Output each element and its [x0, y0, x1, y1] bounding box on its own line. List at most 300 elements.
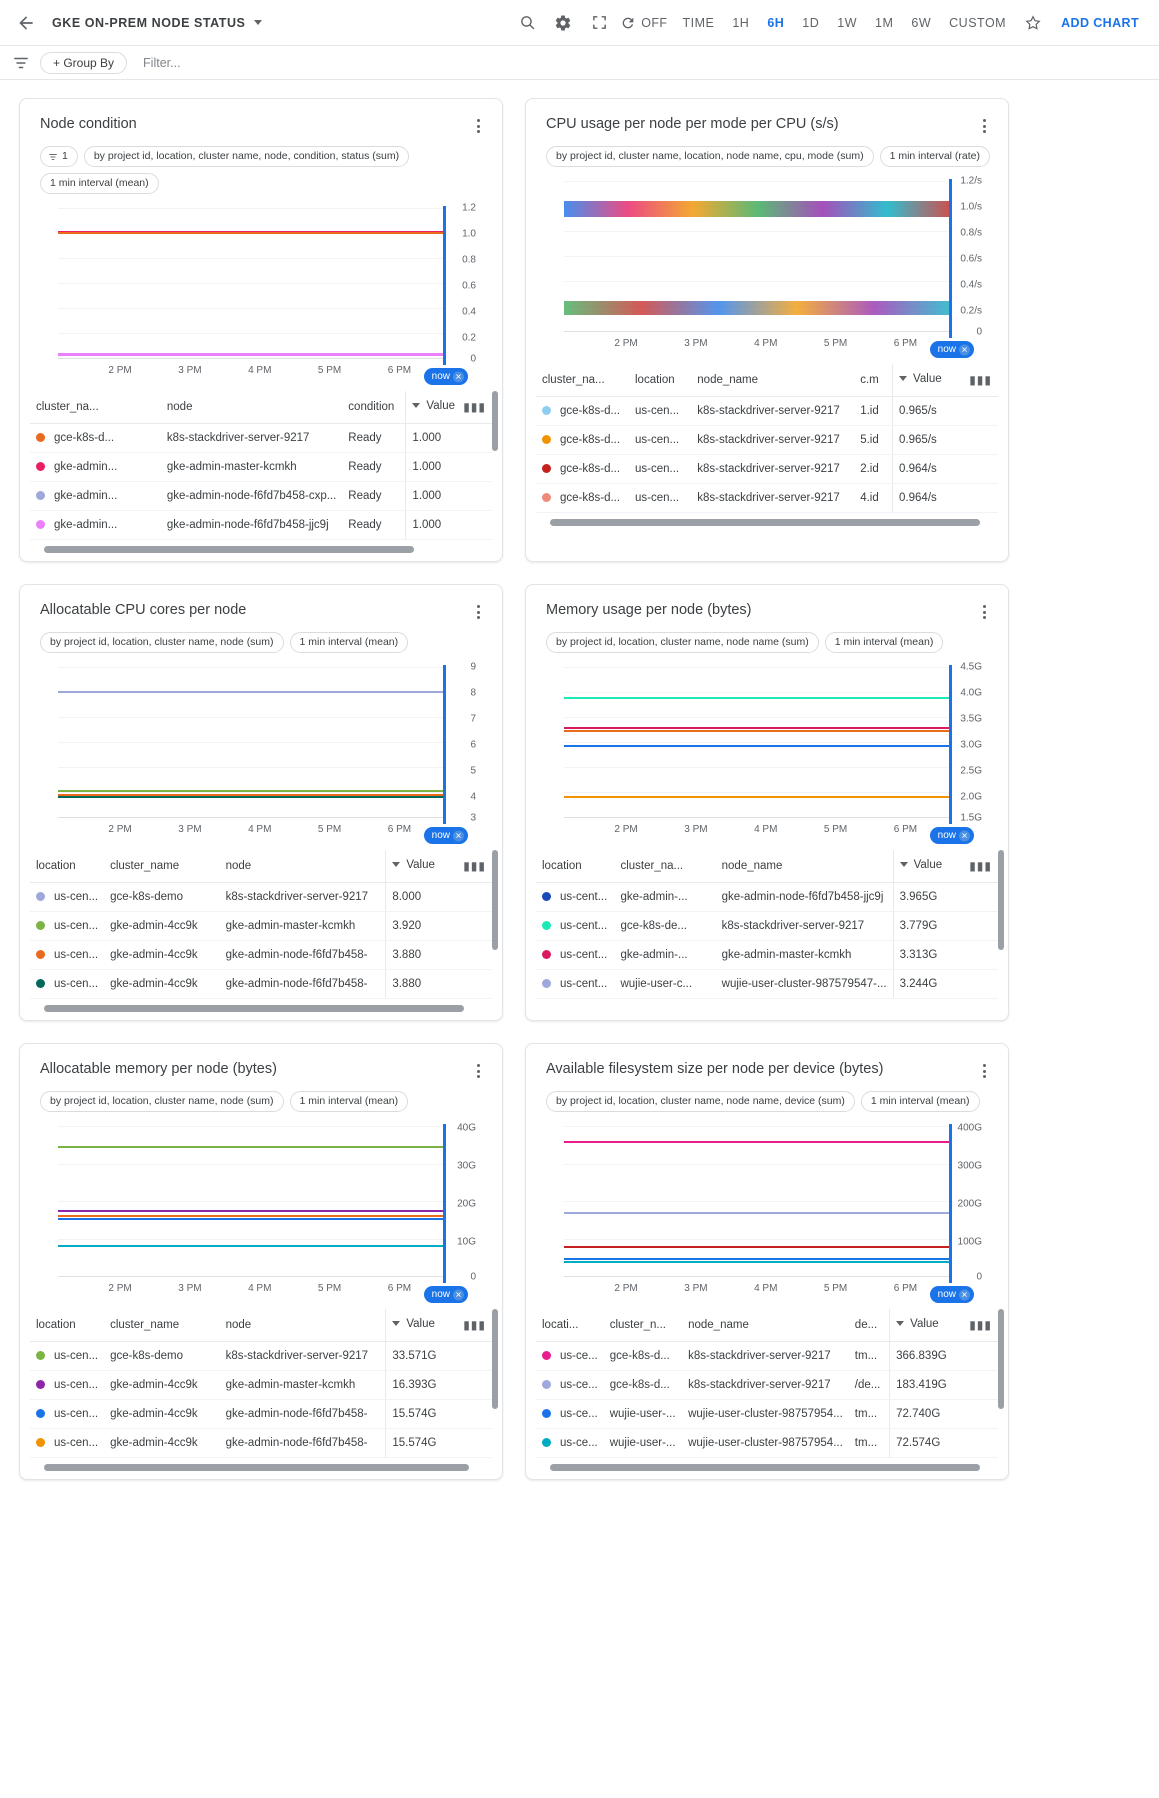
card-menu-button[interactable]: [974, 1061, 994, 1081]
table-row[interactable]: [536, 397, 998, 426]
card-header: [20, 99, 502, 136]
y-tick: 30G: [457, 1160, 476, 1172]
chart-plot: [20, 202, 502, 387]
cell-cpu-mode: 4.id: [854, 484, 892, 513]
cell-node: gke-admin-master-kcmkh: [220, 912, 386, 941]
cell-node: gke-admin-master-kcmkh: [161, 453, 342, 482]
legend-table-wrap: [20, 846, 502, 999]
series-color-dot: [36, 491, 45, 500]
series-line: [564, 1258, 952, 1260]
legend-table-wrap: [20, 1305, 502, 1458]
range-6h[interactable]: 6H: [767, 15, 785, 30]
x-axis: [564, 824, 952, 840]
series-line: [58, 796, 446, 798]
y-axis: [954, 175, 1008, 338]
col-cluster-name[interactable]: cluster_na...: [30, 391, 161, 424]
vertical-scrollbar[interactable]: [998, 850, 1004, 950]
x-axis: [58, 365, 446, 381]
table-row[interactable]: [30, 941, 492, 970]
search-icon[interactable]: [512, 8, 542, 38]
gear-icon[interactable]: [548, 8, 578, 38]
cell-cluster-name: gce-k8s-d...: [560, 463, 621, 475]
card-chips: [20, 1081, 502, 1112]
series-line: [564, 1212, 952, 1214]
cell-location: us-cen...: [54, 1350, 99, 1362]
close-icon[interactable]: ✕: [959, 830, 970, 841]
cell-location: us-cen...: [54, 949, 99, 961]
auto-refresh-toggle[interactable]: [620, 15, 667, 31]
now-label: now: [431, 830, 450, 841]
cell-node-name: k8s-stackdriver-server-9217: [691, 455, 854, 484]
x-tick: 3 PM: [684, 824, 708, 835]
card-menu-button[interactable]: [468, 602, 488, 622]
cell-location: us-cen...: [54, 1379, 99, 1391]
y-tick: 8: [470, 687, 476, 699]
series-line: [58, 691, 446, 693]
card-title: Available filesystem size per node per device (bytes): [546, 1061, 884, 1077]
y-tick: 1.2/s: [960, 175, 982, 187]
plot-area: [564, 667, 952, 818]
chip-filter-count[interactable]: [40, 146, 78, 167]
horizontal-scrollbar[interactable]: [44, 1005, 464, 1012]
top-toolbar: [0, 0, 1159, 46]
card-menu-button[interactable]: [974, 116, 994, 136]
y-tick: 3.5G: [960, 713, 982, 725]
card-menu-button[interactable]: [974, 602, 994, 622]
y-tick: 400G: [957, 1122, 982, 1134]
cell-location: us-cent...: [560, 891, 608, 903]
chip-groupby[interactable]: by project id, location, cluster name, node, condition, status (sum): [84, 146, 409, 167]
legend-table: [536, 1309, 998, 1458]
cell-cluster-name: gce-k8s-demo: [104, 1342, 219, 1371]
chip-interval[interactable]: 1 min interval (mean): [290, 1091, 409, 1112]
horizontal-scrollbar[interactable]: [550, 1464, 980, 1471]
cell-location: us-ce...: [560, 1437, 598, 1449]
card-menu-button[interactable]: [468, 116, 488, 136]
cell-value: 3.779G: [893, 912, 998, 941]
cell-node-name: k8s-stackdriver-server-9217: [682, 1371, 849, 1400]
cell-value: 183.419G: [890, 1371, 998, 1400]
table-row[interactable]: [536, 1400, 998, 1429]
x-tick: 3 PM: [684, 338, 708, 349]
series-color-dot: [542, 921, 551, 930]
x-tick: 6 PM: [387, 824, 412, 835]
close-icon[interactable]: ✕: [453, 371, 464, 382]
y-tick: 200G: [957, 1198, 982, 1210]
cell-node: gke-admin-node-f6fd7b458-jjc9j: [161, 511, 342, 540]
table-row[interactable]: [30, 482, 492, 511]
series-line: [58, 231, 446, 233]
series-line: [58, 1146, 446, 1148]
sort-desc-icon: [899, 376, 907, 381]
now-marker: [949, 1124, 952, 1283]
cell-value: 15.574G: [386, 1429, 492, 1458]
table-row[interactable]: [536, 1371, 998, 1400]
series-line: [564, 796, 952, 798]
x-axis: [564, 338, 952, 354]
y-tick: 0.6: [462, 280, 476, 292]
x-tick: 2 PM: [108, 1283, 132, 1294]
col-node[interactable]: node: [220, 1309, 386, 1342]
x-tick: 4 PM: [248, 1283, 272, 1294]
series-color-dot: [542, 979, 551, 988]
legend-table-wrap: [526, 360, 1008, 513]
table-row[interactable]: [536, 1342, 998, 1371]
series-color-dot: [36, 979, 45, 988]
back-arrow-icon[interactable]: [14, 11, 38, 35]
table-row[interactable]: [536, 970, 998, 999]
col-cluster-name[interactable]: cluster_name: [104, 850, 219, 883]
card-title: Memory usage per node (bytes): [546, 602, 752, 618]
y-tick: 0.2/s: [960, 305, 982, 317]
table-row[interactable]: [30, 1371, 492, 1400]
chart-plot: [526, 661, 1008, 846]
y-tick: 6: [470, 739, 476, 751]
columns-icon[interactable]: ▮▮▮: [463, 1318, 486, 1332]
cell-node: gke-admin-node-f6fd7b458-: [220, 1400, 386, 1429]
series-color-dot: [542, 1351, 551, 1360]
card-menu-button[interactable]: [468, 1061, 488, 1081]
table-row[interactable]: [536, 912, 998, 941]
chart-card-allocatable-cpu: [19, 584, 503, 1021]
chip-groupby[interactable]: by project id, location, cluster name, node (sum): [40, 1091, 284, 1112]
card-header: [20, 585, 502, 622]
range-1m[interactable]: 1M: [875, 15, 894, 30]
x-tick: 4 PM: [754, 824, 778, 835]
columns-icon[interactable]: ▮▮▮: [969, 373, 992, 387]
chip-interval[interactable]: 1 min interval (rate): [880, 146, 990, 167]
cell-cluster-name: gke-admin-...: [614, 941, 715, 970]
cell-node-name: k8s-stackdriver-server-9217: [716, 912, 893, 941]
col-value[interactable]: Value ▮▮▮: [406, 391, 492, 424]
x-tick: 2 PM: [614, 1283, 638, 1294]
close-icon[interactable]: ✕: [453, 830, 464, 841]
cell-cluster-name: gce-k8s-d...: [560, 434, 621, 446]
col-cpu-mode[interactable]: c.m: [854, 364, 892, 397]
x-tick: 5 PM: [317, 824, 342, 835]
col-value[interactable]: Value ▮▮▮: [890, 1309, 998, 1342]
series-color-dot: [36, 1351, 45, 1360]
y-axis: [954, 661, 1008, 824]
range-time[interactable]: TIME: [682, 15, 715, 30]
cell-node: k8s-stackdriver-server-9217: [220, 1342, 386, 1371]
table-row[interactable]: [536, 484, 998, 513]
col-cluster-name[interactable]: cluster_n...: [604, 1309, 682, 1342]
y-tick: 1.5G: [960, 812, 982, 824]
now-pill[interactable]: [424, 368, 468, 385]
series-color-dot: [542, 1380, 551, 1389]
fullscreen-icon[interactable]: [584, 8, 614, 38]
cell-location: us-cent...: [560, 949, 608, 961]
cell-condition: Ready: [342, 453, 406, 482]
chip-groupby[interactable]: by project id, location, cluster name, node name, device (sum): [546, 1091, 855, 1112]
now-label: now: [431, 371, 450, 382]
col-location[interactable]: location: [30, 850, 104, 883]
cell-value: 8.000: [386, 883, 492, 912]
filter-input[interactable]: Filter...: [143, 55, 181, 70]
x-tick: 5 PM: [317, 365, 342, 376]
series-band: [564, 301, 952, 315]
y-tick: 7: [470, 713, 476, 725]
horizontal-scrollbar[interactable]: [44, 1464, 469, 1471]
now-pill[interactable]: [930, 341, 974, 358]
col-cluster-name[interactable]: cluster_na...: [536, 364, 629, 397]
table-header-row: [30, 1309, 492, 1342]
col-location[interactable]: location: [629, 364, 691, 397]
cell-node-name: gke-admin-master-kcmkh: [716, 941, 893, 970]
cell-location: us-cen...: [54, 978, 99, 990]
cell-node-name: k8s-stackdriver-server-9217: [691, 484, 854, 513]
col-node-name[interactable]: node_name: [691, 364, 854, 397]
chip-groupby[interactable]: by project id, location, cluster name, node name (sum): [546, 632, 819, 653]
col-value[interactable]: Value ▮▮▮: [386, 1309, 492, 1342]
range-6w[interactable]: 6W: [911, 15, 932, 30]
chart-plot: [526, 1120, 1008, 1305]
cell-value: 3.965G: [893, 883, 998, 912]
table-row[interactable]: [536, 1429, 998, 1458]
y-tick: 1.2: [462, 202, 476, 214]
chip-interval[interactable]: 1 min interval (mean): [861, 1091, 980, 1112]
now-marker: [949, 665, 952, 824]
now-label: now: [937, 830, 956, 841]
cell-value: 3.880: [386, 941, 492, 970]
cell-device: tm...: [849, 1429, 890, 1458]
table-row[interactable]: [30, 1342, 492, 1371]
horizontal-scrollbar[interactable]: [550, 519, 980, 526]
close-icon[interactable]: ✕: [959, 344, 970, 355]
cell-cluster-name: gke-admin...: [54, 519, 118, 531]
col-location[interactable]: location: [536, 850, 614, 883]
range-1w[interactable]: 1W: [837, 15, 858, 30]
card-title: Allocatable CPU cores per node: [40, 602, 247, 618]
col-cluster-name[interactable]: cluster_na...: [614, 850, 715, 883]
x-axis: [564, 1283, 952, 1299]
legend-table: [536, 364, 998, 513]
horizontal-scrollbar[interactable]: [44, 546, 414, 553]
vertical-scrollbar[interactable]: [492, 850, 498, 950]
cell-location: us-cent...: [560, 978, 608, 990]
sort-desc-icon: [392, 862, 400, 867]
x-tick: 5 PM: [823, 338, 848, 349]
cell-value: 72.740G: [890, 1400, 998, 1429]
sort-desc-icon: [392, 1321, 400, 1326]
table-row[interactable]: [30, 970, 492, 999]
y-tick: 10G: [457, 1236, 476, 1248]
x-tick: 3 PM: [178, 1283, 202, 1294]
x-tick: 3 PM: [684, 1283, 708, 1294]
now-pill[interactable]: [930, 827, 974, 844]
y-tick: 2.0G: [960, 791, 982, 803]
range-custom[interactable]: CUSTOM: [949, 15, 1007, 30]
cell-node-name: k8s-stackdriver-server-9217: [691, 397, 854, 426]
range-1d[interactable]: 1D: [802, 15, 820, 30]
y-tick: 0.8/s: [960, 227, 982, 239]
star-icon[interactable]: [1018, 8, 1048, 38]
table-row[interactable]: [30, 424, 492, 453]
columns-icon[interactable]: ▮▮▮: [463, 859, 486, 873]
table-row[interactable]: [30, 511, 492, 540]
cell-cluster-name: gce-k8s-d...: [604, 1371, 682, 1400]
cell-cpu-mode: 2.id: [854, 455, 892, 484]
y-axis: [448, 202, 502, 365]
series-line: [58, 1210, 446, 1212]
cell-device: /de...: [849, 1371, 890, 1400]
group-by-button[interactable]: + Group By: [40, 52, 127, 74]
vertical-scrollbar[interactable]: [492, 1309, 498, 1409]
now-marker: [949, 179, 952, 338]
series-line: [564, 1261, 952, 1263]
series-line: [58, 232, 446, 234]
legend-table: [30, 391, 492, 540]
filter-toolbar: [0, 46, 1159, 80]
col-node[interactable]: node: [220, 850, 386, 883]
table-row[interactable]: [536, 941, 998, 970]
table-row[interactable]: [30, 453, 492, 482]
col-value[interactable]: Value ▮▮▮: [893, 850, 998, 883]
col-cluster-name[interactable]: cluster_name: [104, 1309, 219, 1342]
series-color-dot: [36, 1438, 45, 1447]
now-label: now: [937, 1289, 956, 1300]
table-row[interactable]: [536, 455, 998, 484]
series-line: [564, 745, 952, 747]
x-tick: 3 PM: [178, 365, 202, 376]
chip-groupby[interactable]: by project id, location, cluster name, node (sum): [40, 632, 284, 653]
cell-value: 1.000: [406, 424, 492, 453]
chart-card-cpu-usage: [525, 98, 1009, 562]
card-header: [20, 1044, 502, 1081]
table-row[interactable]: [30, 883, 492, 912]
card-title: Allocatable memory per node (bytes): [40, 1061, 277, 1077]
now-pill[interactable]: [424, 827, 468, 844]
close-icon[interactable]: ✕: [453, 1289, 464, 1300]
legend-table-wrap: [526, 1305, 1008, 1458]
series-color-dot: [36, 462, 45, 471]
table-header-row: [536, 850, 998, 883]
series-line: [564, 697, 952, 699]
cell-value: 1.000: [406, 482, 492, 511]
cell-value: 3.920: [386, 912, 492, 941]
table-row[interactable]: [536, 883, 998, 912]
table-row[interactable]: [30, 1429, 492, 1458]
cell-location: us-cen...: [54, 1437, 99, 1449]
cell-value: 33.571G: [386, 1342, 492, 1371]
cell-location: us-ce...: [560, 1408, 598, 1420]
cell-node: gke-admin-node-f6fd7b458-: [220, 1429, 386, 1458]
card-chips: [20, 136, 502, 194]
card-header: [526, 585, 1008, 622]
cell-node-name: k8s-stackdriver-server-9217: [691, 426, 854, 455]
cell-value: 1.000: [406, 453, 492, 482]
y-tick: 4: [470, 791, 476, 803]
card-title: CPU usage per node per mode per CPU (s/s): [546, 116, 839, 132]
chip-groupby[interactable]: by project id, cluster name, location, node name, cpu, mode (sum): [546, 146, 874, 167]
cell-location: us-cen...: [629, 455, 691, 484]
cell-node-name: wujie-user-cluster-987579547-...: [716, 970, 893, 999]
col-device[interactable]: de...: [849, 1309, 890, 1342]
cell-location: us-cen...: [54, 891, 99, 903]
card-chips: [20, 622, 502, 653]
legend-table: [30, 1309, 492, 1458]
col-node[interactable]: node: [161, 391, 342, 424]
col-condition[interactable]: condition: [342, 391, 406, 424]
col-node-name[interactable]: node_name: [682, 1309, 849, 1342]
col-value[interactable]: Value ▮▮▮: [386, 850, 492, 883]
cell-node: k8s-stackdriver-server-9217: [161, 424, 342, 453]
x-tick: 6 PM: [387, 365, 412, 376]
col-location[interactable]: locati...: [536, 1309, 604, 1342]
cell-cluster-name: gke-admin-4cc9k: [104, 912, 219, 941]
table-row[interactable]: [536, 426, 998, 455]
cell-location: us-cen...: [629, 426, 691, 455]
table-header-row: [536, 364, 998, 397]
vertical-scrollbar[interactable]: [492, 391, 498, 451]
cell-condition: Ready: [342, 424, 406, 453]
card-header: [526, 1044, 1008, 1081]
col-node-name[interactable]: node_name: [716, 850, 893, 883]
cell-cluster-name: gke-admin-...: [614, 883, 715, 912]
cell-node-name: k8s-stackdriver-server-9217: [682, 1342, 849, 1371]
cell-cluster-name: wujie-user-...: [604, 1429, 682, 1458]
series-line: [564, 727, 952, 729]
columns-icon[interactable]: ▮▮▮: [969, 859, 992, 873]
series-color-dot: [542, 493, 551, 502]
chip-interval[interactable]: 1 min interval (mean): [825, 632, 944, 653]
cell-cluster-name: gce-k8s-d...: [604, 1342, 682, 1371]
chart-plot: [20, 1120, 502, 1305]
refresh-icon: [620, 15, 636, 31]
x-tick: 2 PM: [614, 824, 638, 835]
chip-interval[interactable]: 1 min interval (mean): [290, 632, 409, 653]
add-chart-button[interactable]: ADD CHART: [1061, 15, 1139, 30]
table-row[interactable]: [30, 912, 492, 941]
cell-value: 3.244G: [893, 970, 998, 999]
y-tick: 0: [976, 1271, 982, 1283]
vertical-scrollbar[interactable]: [998, 1309, 1004, 1409]
close-icon[interactable]: ✕: [959, 1289, 970, 1300]
now-marker: [443, 665, 446, 824]
now-pill[interactable]: [424, 1286, 468, 1303]
col-value[interactable]: Value ▮▮▮: [893, 364, 998, 397]
chart-plot: [20, 661, 502, 846]
table-row[interactable]: [30, 1400, 492, 1429]
columns-icon[interactable]: ▮▮▮: [463, 400, 486, 414]
chevron-down-icon[interactable]: [254, 20, 262, 25]
cell-device: tm...: [849, 1342, 890, 1371]
x-tick: 5 PM: [823, 824, 848, 835]
x-axis: [58, 1283, 446, 1299]
cell-cluster-name: gce-k8s-demo: [104, 883, 219, 912]
x-tick: 2 PM: [108, 365, 132, 376]
cell-location: us-cen...: [629, 397, 691, 426]
filter-icon: [48, 152, 58, 162]
chart-card-allocatable-memory: [19, 1043, 503, 1480]
now-pill[interactable]: [930, 1286, 974, 1303]
filter-icon[interactable]: [12, 54, 30, 72]
cell-cluster-name: gce-k8s-d...: [54, 432, 115, 444]
cell-value: 0.965/s: [893, 397, 998, 426]
cell-location: us-cen...: [54, 920, 99, 932]
range-1h[interactable]: 1H: [732, 15, 750, 30]
y-tick: 0: [976, 326, 982, 338]
cell-node-name: wujie-user-cluster-98757954...: [682, 1400, 849, 1429]
cell-node: gke-admin-master-kcmkh: [220, 1371, 386, 1400]
now-label: now: [937, 344, 956, 355]
col-location[interactable]: location: [30, 1309, 104, 1342]
series-color-dot: [542, 1409, 551, 1418]
chip-interval[interactable]: 1 min interval (mean): [40, 173, 159, 194]
columns-icon[interactable]: ▮▮▮: [969, 1318, 992, 1332]
cell-condition: Ready: [342, 482, 406, 511]
